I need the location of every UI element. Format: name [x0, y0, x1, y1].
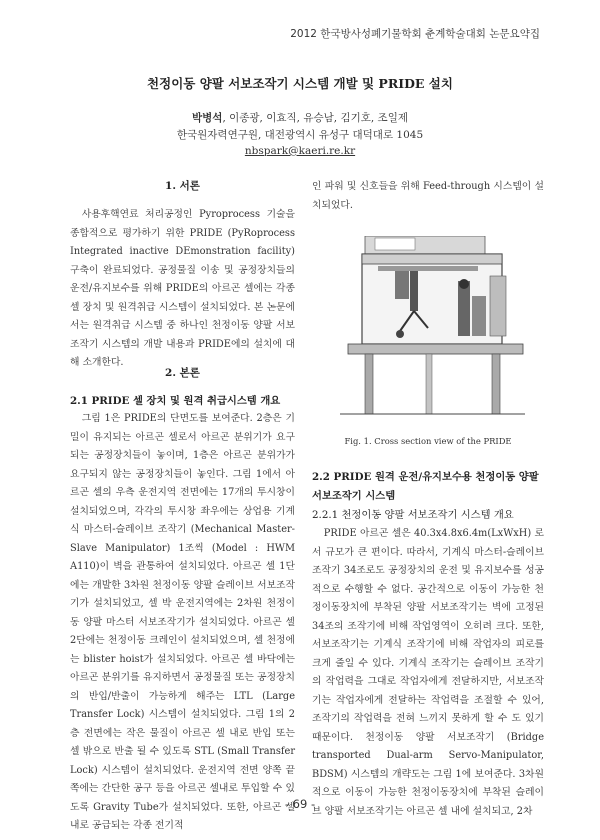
subsection-heading-2-2: 2.2 PRIDE 원격 운전/유지보수용 천정이동 양팔 서보조작기 시스템	[312, 471, 539, 502]
author-list	[40, 110, 560, 127]
author-email	[40, 145, 560, 157]
first-author: 박병석	[192, 112, 223, 124]
intro-text: 사용후핵연료 처리공정인 Pyroprocess 기술을 종합적으로 평가하기 위한 PRIDE (PyRoprocess Integrated inactive DEmonstration facility) 구축이 완료되었다. 공정물질 이송 및 공정장치들의 운전/유지보수를 위해 PRIDE의 아르곤 셀에는 각종 셀 장치 및 원격취급 시스템이 설치되었다. 본 논문에서는 원격취급 시스템 중 하나인 천정이동 양팔 서보조작기 시스템의 개발 내용과 PRIDE에의 설치에 대해 소개한다.	[70, 209, 295, 368]
paper-title: 천정이동 양팔 서보조작기 시스템 개발 및 PRIDE 설치	[147, 76, 453, 91]
affiliation: 한국원자력연구원, 대전광역시 유성구 대덕대로 1045	[176, 129, 424, 141]
page-number: - 69 -	[284, 797, 316, 811]
pride-cross-section-figure	[340, 236, 525, 420]
right-column-continuation	[312, 178, 544, 215]
email-link[interactable]: nbspark@kaeri.re.kr	[244, 145, 356, 157]
subsection-2-2-1-paragraph	[312, 525, 544, 821]
cross-section-drawing	[340, 236, 525, 420]
subsection-2-2-1-text: PRIDE 아르곤 셀은 40.3x4.8x6.4m(LxWxH) 로서 규모가 큰 편이다. 따라서, 기계식 마스터-슬레이브 조작기 34조로도 공정장치의 운전 및 유지보수를 성공적으로 수행할 수 없다. 공간적으로 이동이 가능한 천정이동장치에 부착된 양팔 서보조작기는 벽에 고정된 34조의 조작기에 비해 작업영역이 오히려 크다. 또한, 서보조작기는 기계식 조작기에 비해 작업자의 피로를 크게 줄일 수 있다. 기계식 조작기는 슬레이브 조작기의 작업력을 그대로 작업자에게 전달하지만, 서보조작기는 작업자에게 전달하는 작업력을 조절할 수 있어, 조작기의 작업력을 전혀 느끼지 못하게 할 수 도 있기 때문이다. 천정이동 양팔 서보조작기 (Bridge transported Dual-arm Servo-Manipulator, BDSM) 시스템의 개략도는 그림 1에 보여준다. 3차원적으로 이동이 가능한 천정이동장치에 부착된 슬레이브 양팔 서보조작기는 아르곤 셀 내에 설치되고, 2차	[312, 528, 544, 817]
co-authors: , 이종광, 이효직, 유승남, 김기호, 조일제	[222, 112, 408, 124]
section-heading-intro: 1. 서론	[165, 180, 200, 192]
section-heading-body: 2. 본론	[165, 367, 200, 379]
subsection-heading-2-1: 2.1 PRIDE 셀 장치 및 원격 취급시스템 개요	[70, 395, 281, 407]
subsection-heading-2-2-1: 2.2.1 천정이동 양팔 서보조작기 시스템 개요	[312, 509, 514, 521]
continuation-text: 인 파워 및 신호들을 위해 Feed-through 시스템이 설치되었다.	[312, 181, 544, 211]
subsection-2-1-paragraph	[70, 410, 295, 836]
figure-caption: Fig. 1. Cross section view of the PRIDE	[344, 436, 512, 446]
subsection-2-1-text: 그림 1은 PRIDE의 단면도를 보여준다. 2층은 기밀이 유지되는 아르곤 셀로서 아르곤 분위기가 요구되는 공정장치들이 놓이며, 1층은 아르곤 분위가가 요구되지 않는 공정장치들이 놓인다. 그림 1에서 아르곤 셀의 우측 운전지역 전면에는 17개의 투시창이 설치되었으며, 각각의 투시창 좌우에는 상업용 기계식 마스터-슬레이브 조작기 (Mechanical Master-Slave Manipulator) 1조씩 (Model : HWM A110)이 벽을 관통하여 설치되었다. 아르곤 셀 1단에는 개발한 3차원 천정이동 양팔 슬레이브 서보조작기가 설치되었고, 셀 박 운전지역에는 2차원 천정이동 양팔 마스터 서보조작기가 설치되었다. 아르곤 셀 2단에는 천정이동 크레인이 설치되었으며, 셀 천정에는 blister hoist가 설치되었다. 아르곤 셀 바닥에는 아르곤 분위기를 유지하면서 공정물질 또는 공정장치의 반입/반출이 가능하게 해주는 LTL (Large Transfer Lock) 시스템이 설치되었다. 그림 1의 2층 전면에는 작은 물질이 아르곤 셀 내로 반입 또는 셀 밖으로 반출 될 수 있도록 STL (Small Transfer Lock) 시스템이 설치되었다. 운전지역 전면 양쪽 끝 쪽에는 간단한 공구 등을 아르곤 셀내로 투입할 수 있도록 Gravity Tube가 설치되었다. 또한, 아르곤 셀내로 공급되는 각종 전기적	[70, 413, 295, 831]
intro-paragraph	[70, 206, 295, 373]
conference-header: 2012 한국방사성폐기물학회 춘계학술대회 논문요약집	[290, 28, 540, 40]
